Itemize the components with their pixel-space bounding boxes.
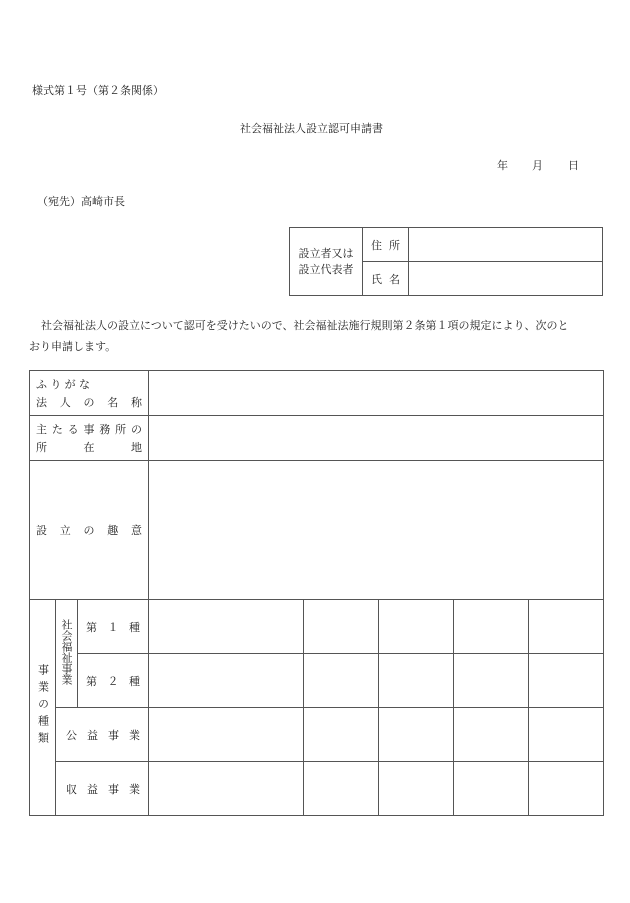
profit-business-input-col5[interactable] <box>529 762 604 816</box>
corp-name-label-cell <box>30 371 149 416</box>
label-char: 所 <box>36 441 47 454</box>
label-char: 所 <box>115 423 127 436</box>
label-char: が <box>64 378 76 391</box>
public-interest-input-col5[interactable] <box>529 708 604 762</box>
profit-business-label-cell <box>56 762 149 816</box>
body-text-line1: 社会福祉法人の設立について認可を受けたいので、社会福祉法施行規則第２条第１項の規定により、次のと <box>41 319 569 332</box>
type2-input-col4[interactable] <box>454 654 529 708</box>
type1-input-col4[interactable] <box>454 600 529 654</box>
label-char: 事 <box>108 728 119 742</box>
business-types-label-cell <box>30 600 56 816</box>
label-char: た <box>51 423 63 436</box>
name-input[interactable] <box>409 262 603 296</box>
type2-label-cell <box>78 654 149 708</box>
public-interest-input-col2[interactable] <box>304 708 379 762</box>
label-char: 意 <box>131 524 142 537</box>
label-char: 第 <box>86 674 97 688</box>
label-char: 在 <box>83 441 95 454</box>
label-char: 主 <box>36 423 47 436</box>
label-char: 業 <box>129 728 140 742</box>
profit-business-input-col2[interactable] <box>304 762 379 816</box>
profit-business-input-col3[interactable] <box>379 762 454 816</box>
type2-input-col5[interactable] <box>529 654 604 708</box>
label-char: 収 <box>66 782 77 796</box>
public-interest-input-col4[interactable] <box>454 708 529 762</box>
address-label-char: 所 <box>389 238 400 252</box>
address-label-cell <box>363 228 409 262</box>
office-label-cell <box>30 416 149 461</box>
label-char: 人 <box>59 396 71 409</box>
corp-name-input[interactable] <box>149 371 604 416</box>
label-char: 法 <box>36 396 47 409</box>
public-interest-input-main[interactable] <box>149 708 304 762</box>
label-char: 第 <box>86 620 97 634</box>
label-char: 業 <box>129 782 140 796</box>
purpose-input[interactable] <box>149 461 604 600</box>
name-label-char: 氏 <box>371 272 382 286</box>
label-char: 事 <box>108 782 119 796</box>
label-char: る <box>67 423 79 436</box>
name-label-char: 名 <box>389 272 400 286</box>
label-char: ふ <box>36 378 47 391</box>
type1-input-main[interactable] <box>149 600 304 654</box>
social-welfare-label-cell <box>56 600 78 708</box>
label-char: 地 <box>131 441 143 454</box>
purpose-label-cell <box>30 461 149 600</box>
business-types-label: 事業の種類 <box>36 663 50 749</box>
form-number: 様式第１号（第２条関係） <box>32 84 164 97</box>
type1-label-cell <box>78 600 149 654</box>
date-year-label: 年 <box>497 159 508 172</box>
label-char: 種 <box>129 620 141 634</box>
date-day-label: 日 <box>568 159 579 172</box>
applicant-role-line2: 設立代表者 <box>298 262 354 276</box>
label-char: 設 <box>36 524 47 537</box>
public-interest-label-cell <box>56 708 149 762</box>
label-char: な <box>78 378 90 391</box>
label-char: の <box>83 524 95 537</box>
type2-input-col2[interactable] <box>304 654 379 708</box>
label-char: 事 <box>83 423 95 436</box>
label-char: 趣 <box>107 524 119 537</box>
social-welfare-label: 社会福祉事業 <box>60 619 73 685</box>
type1-input-col2[interactable] <box>304 600 379 654</box>
label-char: 名 <box>107 396 119 409</box>
label-char: の <box>130 423 142 436</box>
label-char: り <box>50 378 62 391</box>
label-char: の <box>83 396 95 409</box>
label-char: 種 <box>129 674 141 688</box>
profit-business-input-main[interactable] <box>149 762 304 816</box>
type2-input-main[interactable] <box>149 654 304 708</box>
label-char: 公 <box>66 728 77 742</box>
body-text-line2: おり申請します。 <box>29 340 117 353</box>
address-label-char: 住 <box>371 238 382 252</box>
address-input[interactable] <box>409 228 603 262</box>
applicant-role-cell <box>290 228 363 296</box>
type1-input-col3[interactable] <box>379 600 454 654</box>
type2-input-col3[interactable] <box>379 654 454 708</box>
label-char: 益 <box>87 728 98 742</box>
profit-business-input-col4[interactable] <box>454 762 529 816</box>
label-char: 益 <box>87 782 98 796</box>
date-month-label: 月 <box>532 159 543 172</box>
public-interest-input-col3[interactable] <box>379 708 454 762</box>
label-char: 立 <box>59 524 71 537</box>
name-label-cell <box>363 262 409 296</box>
label-char: 務 <box>99 423 111 436</box>
applicant-role-line1: 設立者又は <box>298 246 354 260</box>
label-char: １ <box>107 620 119 634</box>
office-location-input[interactable] <box>149 416 604 461</box>
label-char: ２ <box>107 674 119 688</box>
application-form-table <box>29 370 604 816</box>
addressee: （宛先）高崎市長 <box>37 195 125 208</box>
label-char: 称 <box>131 396 142 409</box>
type1-input-col5[interactable] <box>529 600 604 654</box>
page-title: 社会福祉法人設立認可申請書 <box>240 122 383 135</box>
applicant-table <box>289 227 603 296</box>
